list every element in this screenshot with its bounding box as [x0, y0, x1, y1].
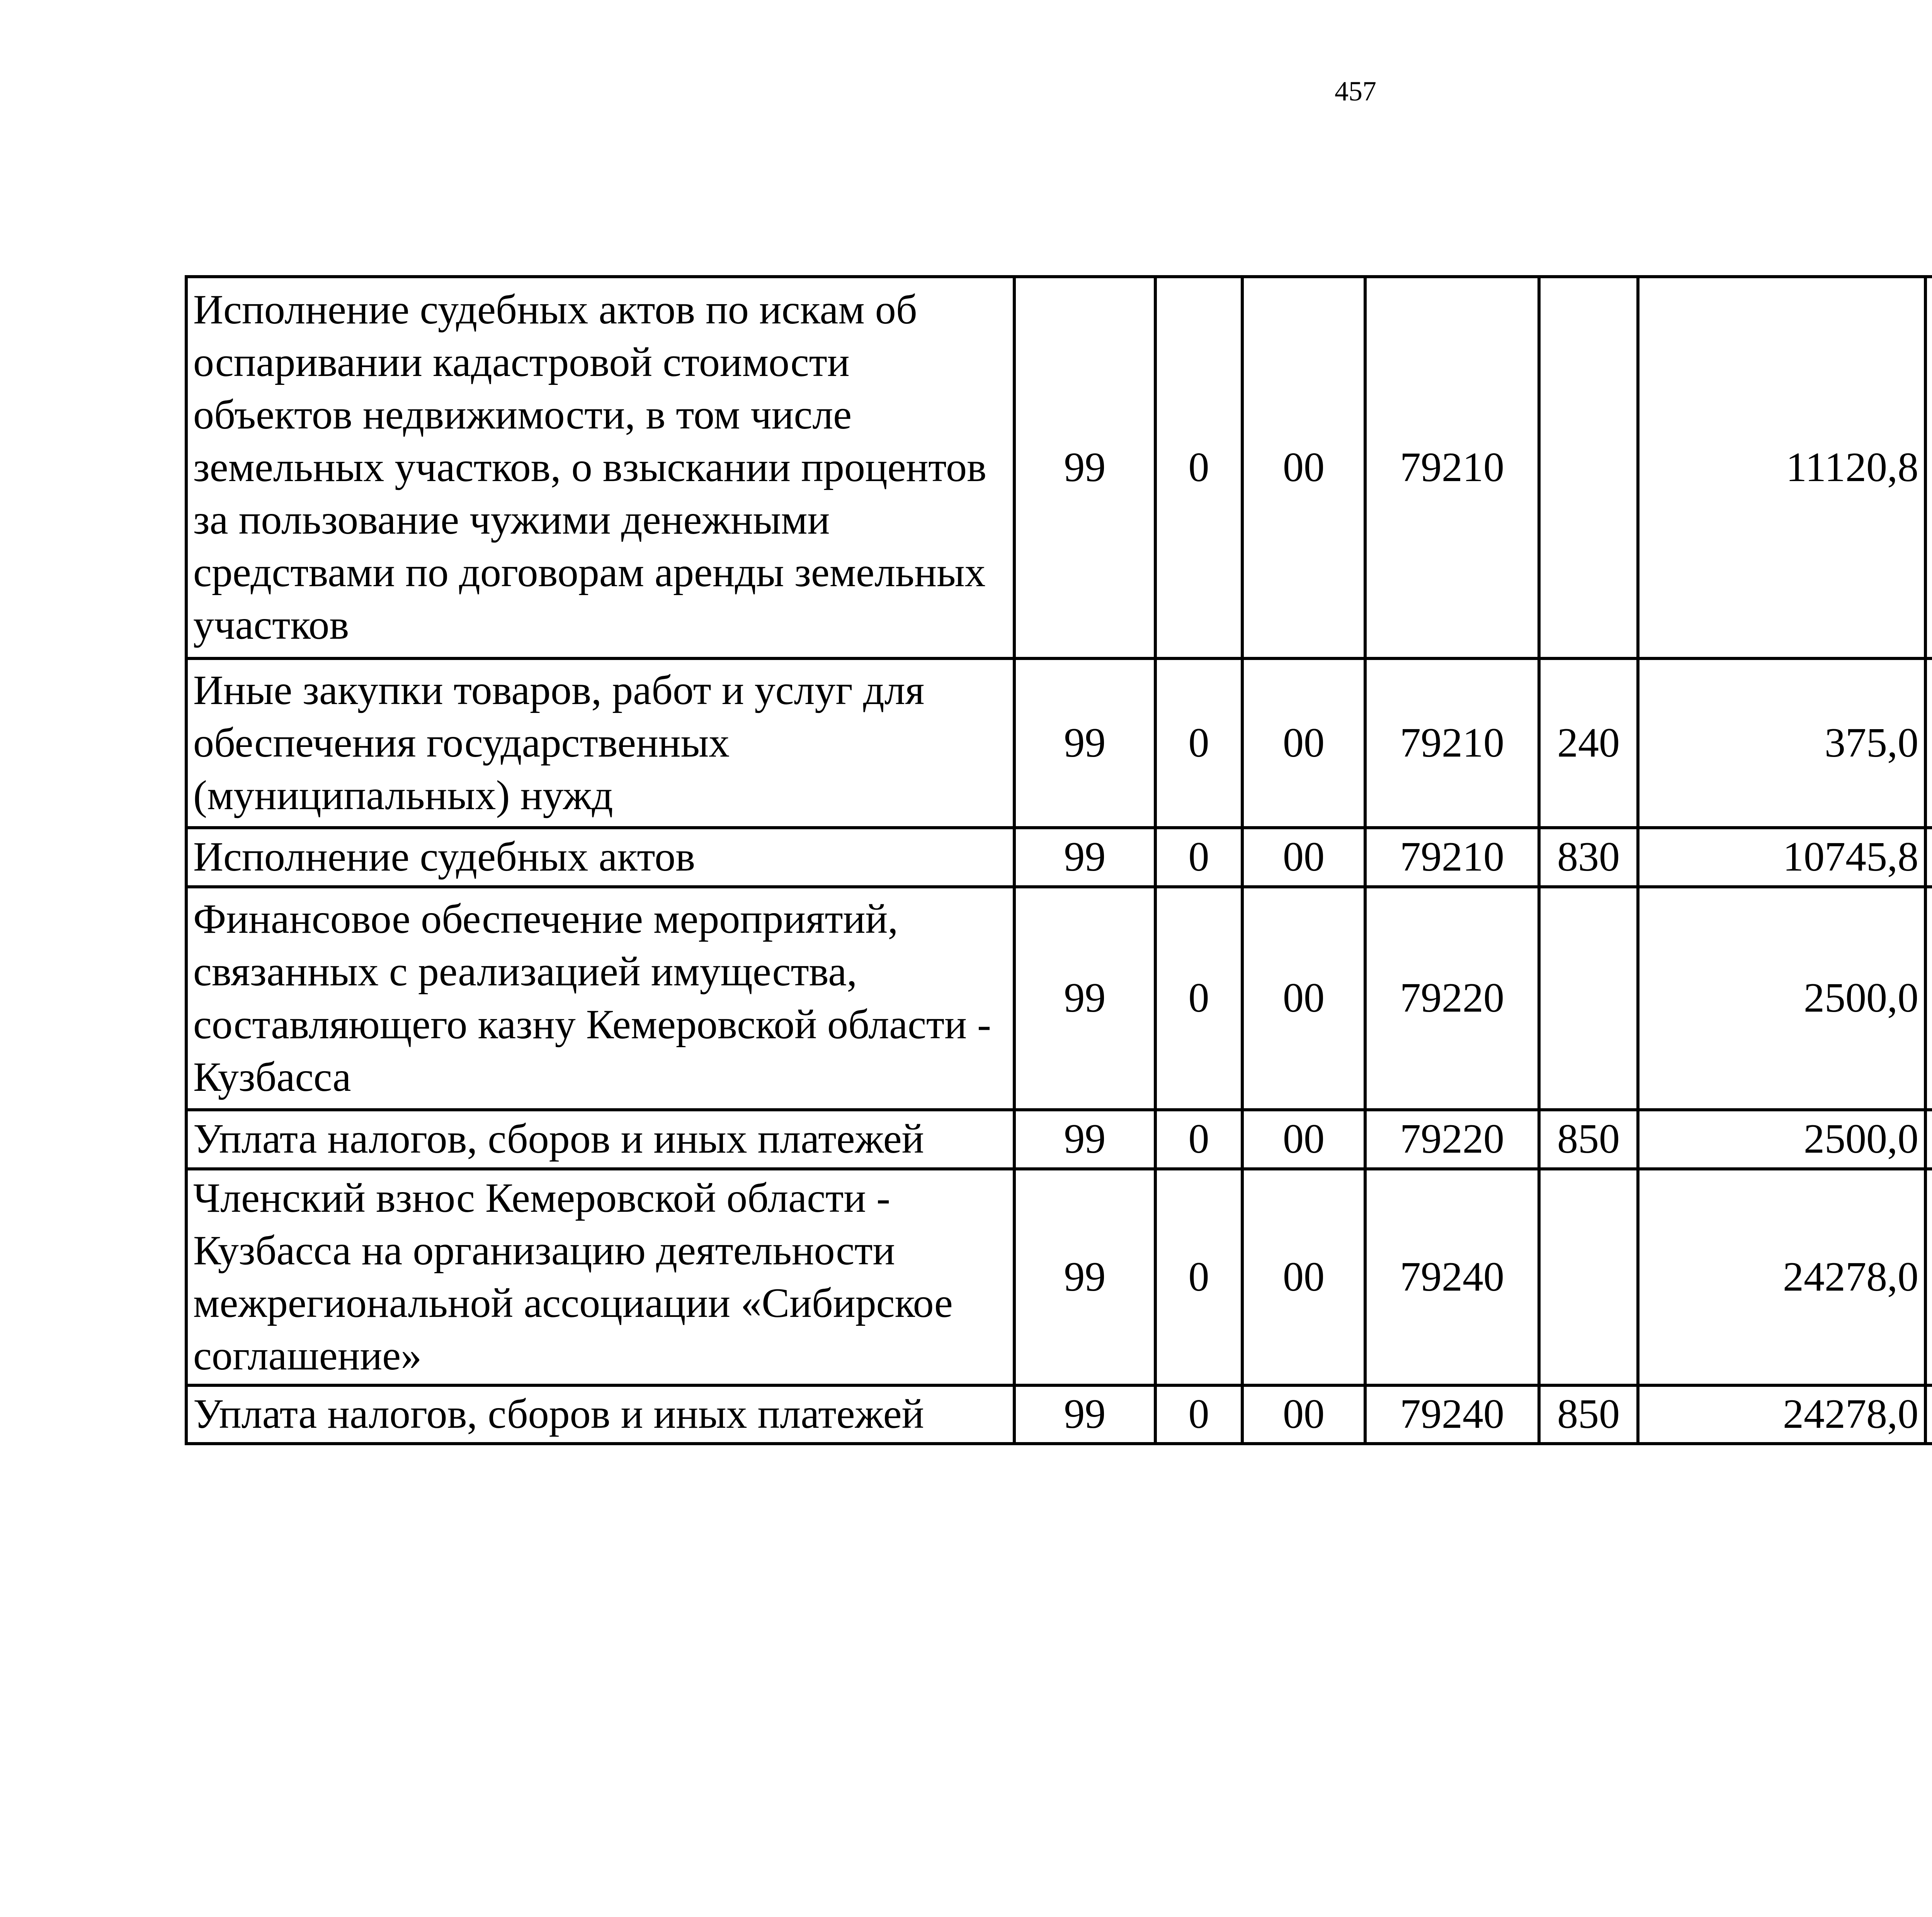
table-row	[186, 277, 1932, 658]
expense-code-cell: 79210	[1365, 277, 1539, 658]
expense-type-cell	[1539, 277, 1638, 658]
sum-cell	[1925, 828, 1932, 887]
program-cell: 99	[1014, 1169, 1155, 1385]
budget-table	[185, 275, 1932, 1445]
expense-type-cell	[1539, 1169, 1638, 1385]
sum-cell	[1925, 658, 1932, 828]
sum-cell: 2500,0	[1638, 887, 1925, 1110]
item-name-cell: Уплата налогов, сборов и иных платежей	[186, 1110, 1014, 1169]
expense-type-cell: 240	[1539, 658, 1638, 828]
subprogram-cell: 0	[1155, 887, 1242, 1110]
item-name-cell: Иные закупки товаров, работ и услуг для обеспечения государственных (муниципальных) нужд	[186, 658, 1014, 828]
table-row	[186, 1110, 1932, 1169]
expense-code-cell: 79210	[1365, 828, 1539, 887]
table-row	[186, 658, 1932, 828]
expense-code-cell: 79240	[1365, 1169, 1539, 1385]
sum-cell: 24278,0	[1638, 1385, 1925, 1444]
item-name-cell: Членский взнос Кемеровской области - Кузбасса на организацию деятельности межрегиональной ассоциации «Сибирское соглашение»	[186, 1169, 1014, 1385]
table-row	[186, 1169, 1932, 1385]
sum-cell	[1925, 1169, 1932, 1385]
direction-cell: 00	[1242, 658, 1365, 828]
direction-cell: 00	[1242, 1385, 1365, 1444]
item-name-cell: Исполнение судебных актов по искам об оспаривании кадастровой стоимости объектов недвижимости, в том числе земельных участков, о взыскании процентов за пользование чужими денежными средствами по договорам аренды земельных участков	[186, 277, 1014, 658]
sum-cell: 24278,0	[1638, 1169, 1925, 1385]
subprogram-cell: 0	[1155, 1110, 1242, 1169]
expense-code-cell: 79240	[1365, 1385, 1539, 1444]
direction-cell: 00	[1242, 828, 1365, 887]
sum-cell	[1925, 887, 1932, 1110]
item-name-cell: Финансовое обеспечение мероприятий, связанных с реализацией имущества, составляющего казну Кемеровской области - Кузбасса	[186, 887, 1014, 1110]
direction-cell: 00	[1242, 1110, 1365, 1169]
subprogram-cell: 0	[1155, 828, 1242, 887]
subprogram-cell: 0	[1155, 1169, 1242, 1385]
sum-cell: 375,0	[1638, 658, 1925, 828]
sum-cell: 10745,8	[1638, 828, 1925, 887]
direction-cell: 00	[1242, 887, 1365, 1110]
subprogram-cell: 0	[1155, 658, 1242, 828]
page-number: 457	[1335, 76, 1376, 107]
expense-type-cell: 850	[1539, 1385, 1638, 1444]
item-name-cell: Исполнение судебных актов	[186, 828, 1014, 887]
sum-cell: 2500,0	[1638, 1110, 1925, 1169]
program-cell: 99	[1014, 887, 1155, 1110]
program-cell: 99	[1014, 277, 1155, 658]
subprogram-cell: 0	[1155, 1385, 1242, 1444]
table-row	[186, 887, 1932, 1110]
sum-cell: 11120,8	[1638, 277, 1925, 658]
subprogram-cell: 0	[1155, 277, 1242, 658]
expense-code-cell: 79220	[1365, 1110, 1539, 1169]
expense-type-cell: 850	[1539, 1110, 1638, 1169]
program-cell: 99	[1014, 1385, 1155, 1444]
direction-cell: 00	[1242, 277, 1365, 658]
direction-cell: 00	[1242, 1169, 1365, 1385]
table-row	[186, 828, 1932, 887]
program-cell: 99	[1014, 828, 1155, 887]
expense-type-cell: 830	[1539, 828, 1638, 887]
program-cell: 99	[1014, 658, 1155, 828]
sum-cell	[1925, 1385, 1932, 1444]
expense-type-cell	[1539, 887, 1638, 1110]
item-name-cell: Уплата налогов, сборов и иных платежей	[186, 1385, 1014, 1444]
sum-cell	[1925, 277, 1932, 658]
table-row	[186, 1385, 1932, 1444]
sum-cell	[1925, 1110, 1932, 1169]
expense-code-cell: 79210	[1365, 658, 1539, 828]
expense-code-cell: 79220	[1365, 887, 1539, 1110]
program-cell: 99	[1014, 1110, 1155, 1169]
